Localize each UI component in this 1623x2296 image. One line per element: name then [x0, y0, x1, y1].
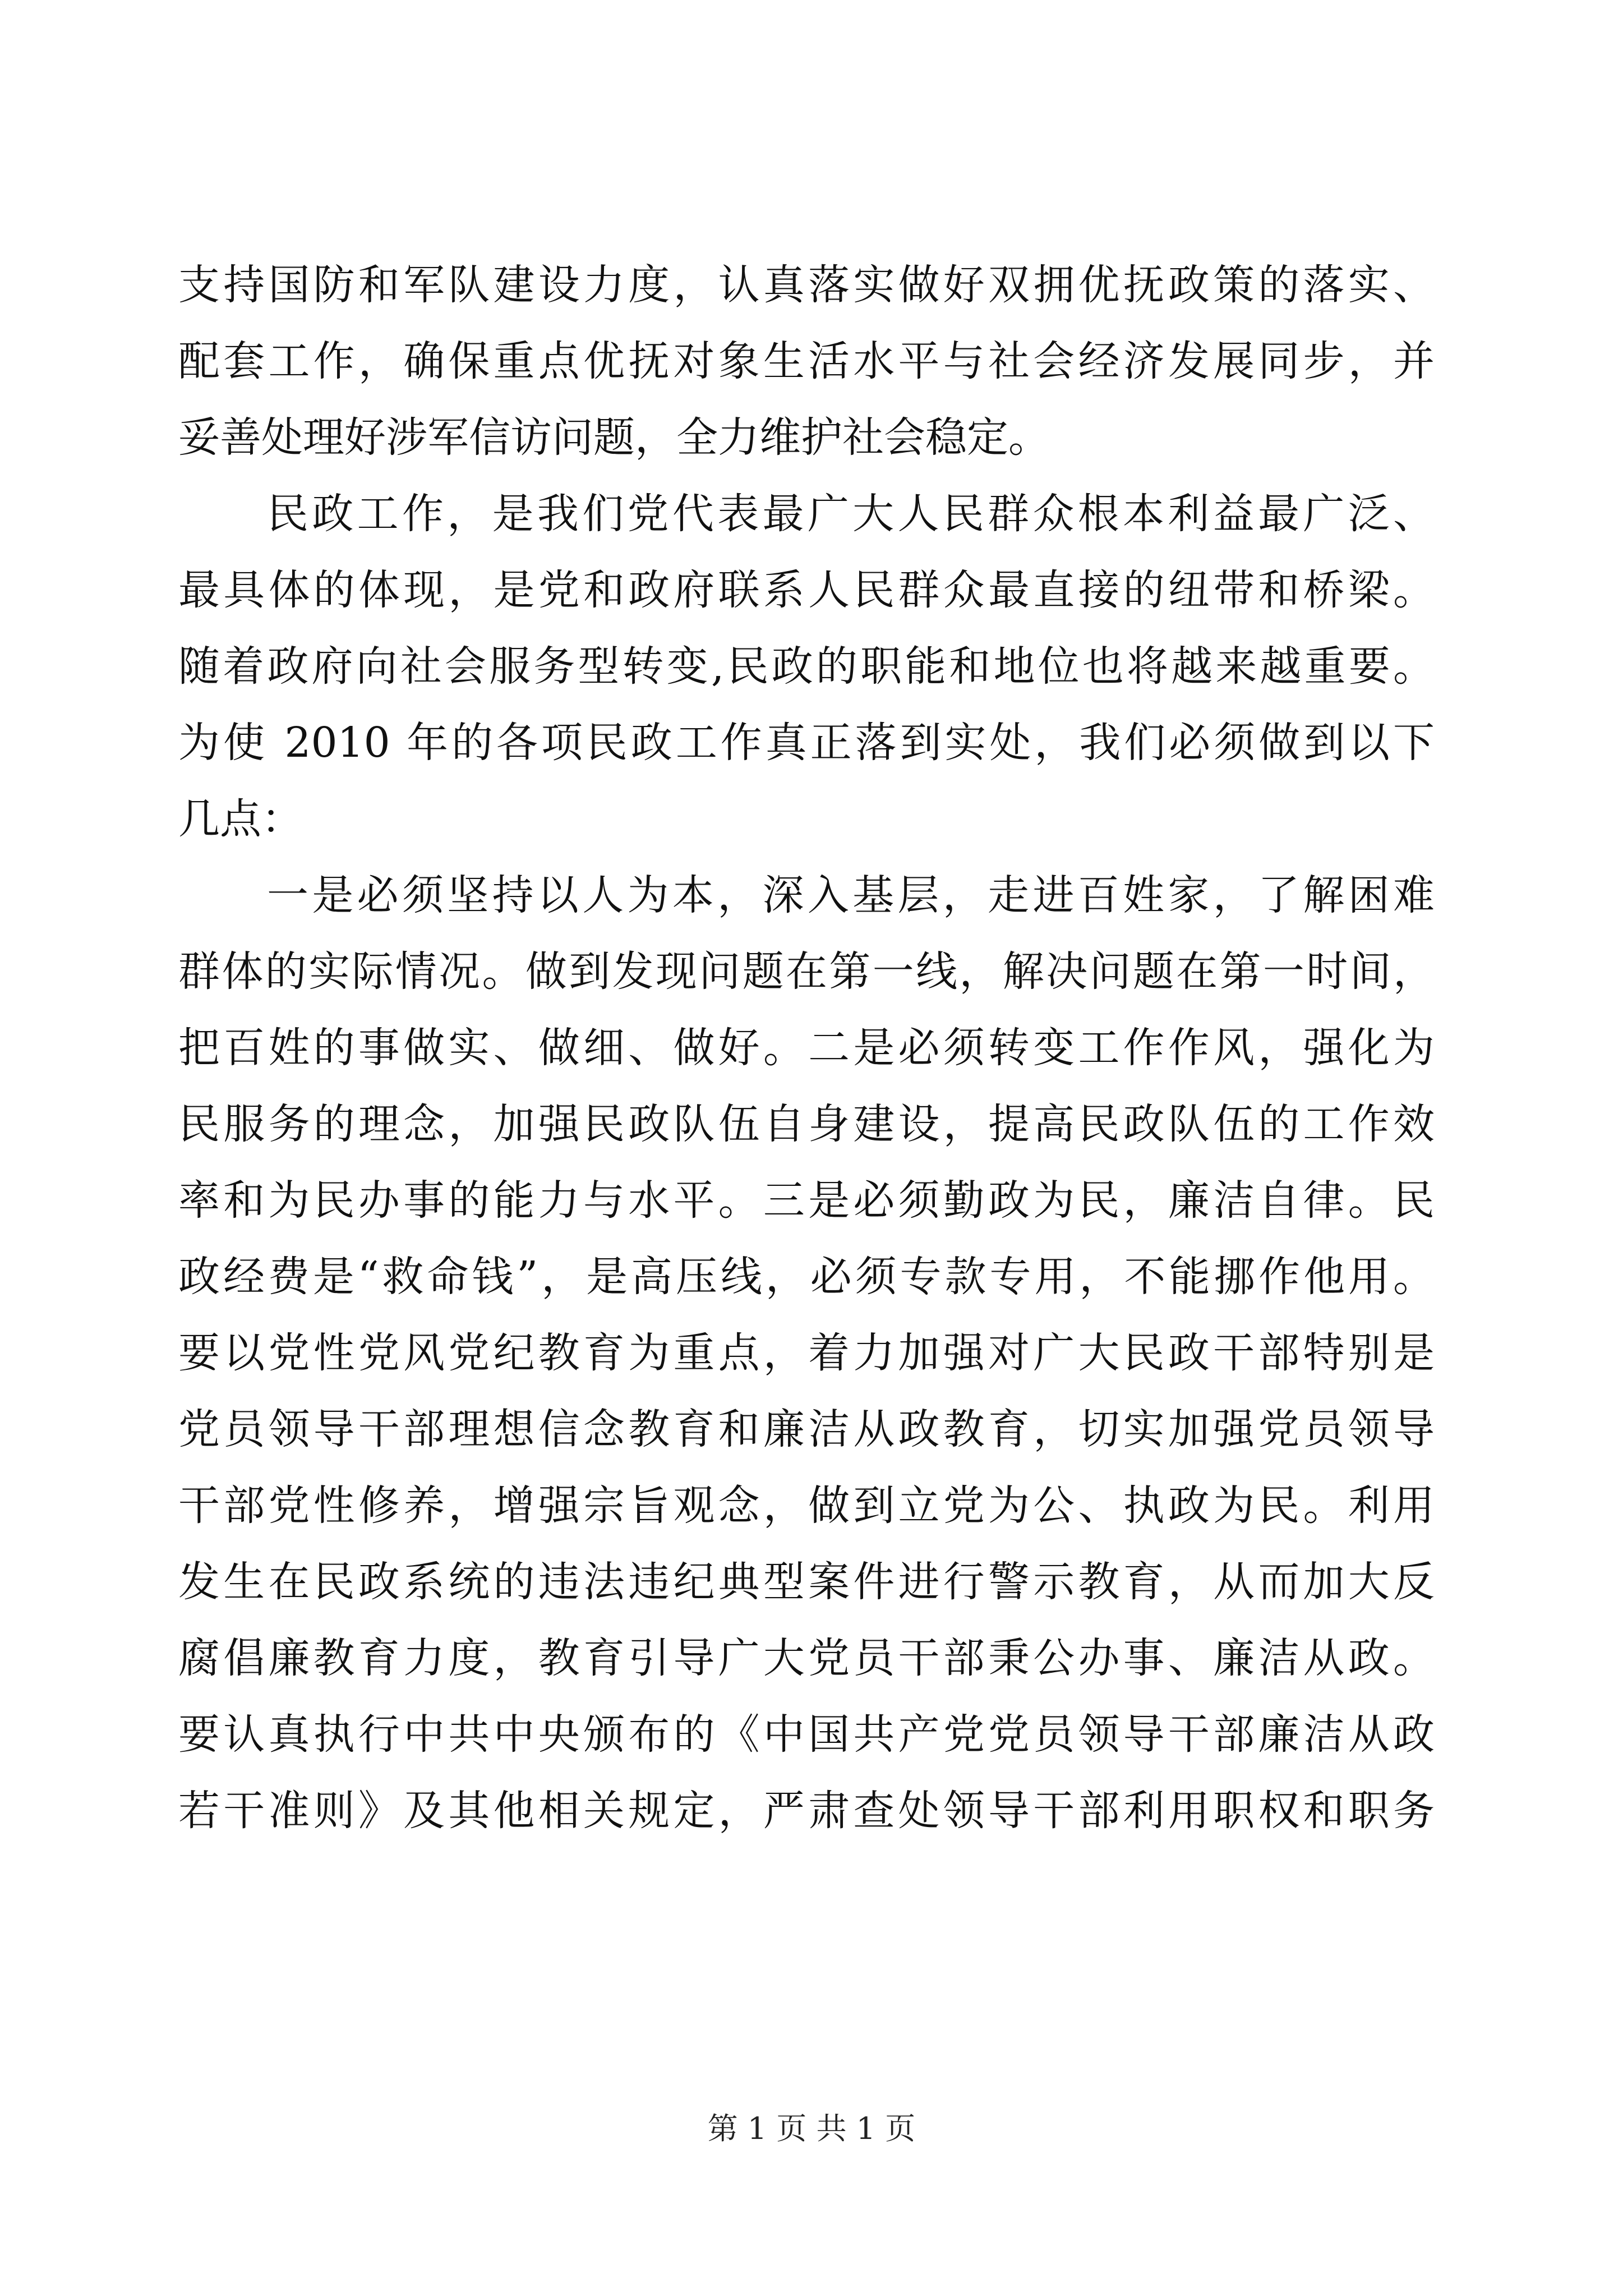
- text-line: 要认真执行中共中央颁布的《中国共产党党员领导干部廉洁从政: [178, 1710, 1435, 1759]
- text-line: 为使 2010 年的各项民政工作真正落到实处，我们必须做到以下: [178, 719, 1435, 767]
- text-line: 配套工作，确保重点优抚对象生活水平与社会经济发展同步，并: [178, 337, 1435, 385]
- text-line: 政经费是“救命钱”，是高压线，必须专款专用，不能挪作他用。: [178, 1253, 1435, 1301]
- text-line: 干部党性修养，增强宗旨观念，做到立党为公、执政为民。利用: [178, 1481, 1435, 1530]
- body-text: [178, 247, 1435, 1849]
- text-line: 群体的实际情况。做到发现问题在第一线，解决问题在第一时间，: [178, 947, 1435, 996]
- text-line: 把百姓的事做实、做细、做好。二是必须转变工作作风，强化为: [178, 1024, 1435, 1072]
- text-line: 一是必须坚持以人为本，深入基层，走进百姓家，了解困难: [267, 871, 1435, 919]
- text-line: 率和为民办事的能力与水平。三是必须勤政为民，廉洁自律。民: [178, 1176, 1435, 1225]
- text-line: 民政工作，是我们党代表最广大人民群众根本利益最广泛、: [267, 490, 1435, 538]
- text-line: 随着政府向社会服务型转变,民政的职能和地位也将越来越重要。: [178, 642, 1435, 691]
- page-footer: 第 1 页 共 1 页: [707, 2111, 916, 2146]
- text-line: 妥善处理好涉军信访问题，全力维护社会稳定。: [178, 413, 1050, 462]
- text-line: 发生在民政系统的违法违纪典型案件进行警示教育，从而加大反: [178, 1558, 1435, 1606]
- text-line: 民服务的理念，加强民政队伍自身建设，提高民政队伍的工作效: [178, 1100, 1435, 1148]
- text-line: 支持国防和军队建设力度，认真落实做好双拥优抚政策的落实、: [178, 261, 1435, 309]
- text-line: 最具体的体现，是党和政府联系人民群众最直接的纽带和桥梁。: [178, 566, 1435, 614]
- text-line: 几点：: [178, 795, 303, 843]
- text-line: 若干准则》及其他相关规定，严肃查处领导干部利用职权和职务: [178, 1787, 1435, 1835]
- text-line: 党员领导干部理想信念教育和廉洁从政教育，切实加强党员领导: [178, 1405, 1435, 1453]
- text-line: 腐倡廉教育力度，教育引导广大党员干部秉公办事、廉洁从政。: [178, 1634, 1435, 1682]
- text-line: 要以党性党风党纪教育为重点，着力加强对广大民政干部特别是: [178, 1329, 1435, 1377]
